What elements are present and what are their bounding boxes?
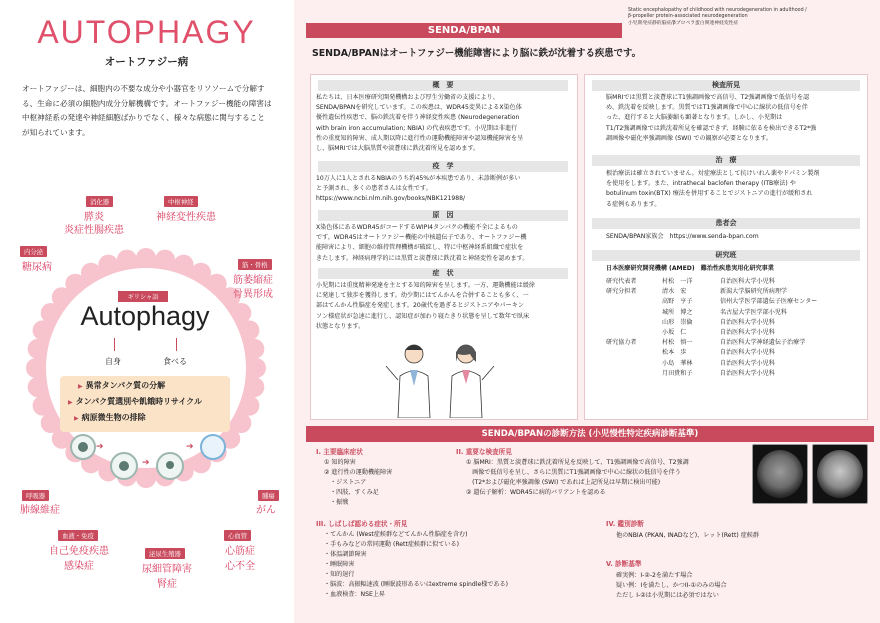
research-cell: 小島 華林 — [662, 359, 693, 367]
eat-bracket — [176, 338, 177, 351]
organ-tag-tumor: 腫瘍 — [258, 490, 279, 501]
research-row — [606, 348, 864, 358]
research-row — [606, 328, 864, 338]
organ-tag-urogenital: 泌尿生殖器 — [145, 548, 185, 559]
list-item: ・手もみなどの常同運動 (Rett症候群に似ている) — [324, 541, 459, 548]
section-heading-tests: 検査所見 — [592, 80, 860, 91]
text-line: 性の重度知的障害、成人期以降に進行性の運動機能障害や認知機能障害を呈 — [316, 134, 524, 142]
autophagy-word: Autophagy — [80, 301, 210, 331]
text-line: きたします。神経病理学的には黒質と淡蒼球に鉄沈着と神経変性を認めます。 — [316, 254, 529, 262]
list-item: ・振戦 — [324, 499, 349, 506]
text-line: 10万人に1人とされるNBIAのうち約45%が本疾患であり、未診断例が多い — [316, 175, 521, 182]
brain-scan-icon — [817, 450, 863, 498]
list-item: ただし I-②は小児期には必須ではない — [616, 592, 719, 599]
list-item: ・脳波：高振幅速波 (睡眠波形あるいはextreme spindle様である) — [324, 581, 508, 588]
lysosome-icon — [200, 434, 226, 460]
diag-heading-3: III. しばしば認める症状・所見 — [316, 520, 408, 528]
self-bracket — [114, 338, 115, 351]
text-line: 能障害により、細胞の維持管理機構が破綻し、特に中枢神経系組織で症状を — [316, 244, 524, 252]
research-row — [606, 308, 864, 318]
organ-tag-endocrine: 内分泌 — [20, 246, 47, 257]
cause-text — [316, 223, 574, 264]
research-row — [606, 277, 864, 287]
text-line: T1/T2強調画像では鉄沈着所見を確認できず、経験に依るを検出できるT2*強 — [606, 124, 817, 132]
research-row — [606, 297, 864, 307]
research-cell: 山形 崇倫 — [662, 318, 693, 326]
diag-list-5 — [616, 571, 727, 601]
organ-tag-respiratory: 呼吸器 — [22, 490, 49, 501]
header-en-line: Static encephalopathy of childhood with neurodegeneration in adulthood / — [628, 8, 807, 13]
tests-text — [606, 93, 864, 144]
disease-header: SENDA/BPAN — [306, 23, 622, 38]
research-row — [606, 318, 864, 328]
text-line: 根治療法は確立されていません。対症療法として抗けいれん薬やドパミン製剤 — [606, 170, 820, 177]
research-cell: 村松 一洋 — [662, 278, 693, 285]
research-row — [606, 338, 864, 348]
section-heading-family: 患者会 — [592, 218, 860, 229]
diag-heading-2: II. 重要な検査所見 — [456, 448, 512, 456]
research-table — [606, 277, 864, 379]
text-line: https://www.ncbi.nlm.nih.gov/books/NBK121988/ — [316, 195, 466, 203]
research-cell: 松本 歩 — [662, 349, 687, 357]
research-cell — [606, 369, 662, 379]
eat-label: 食べる — [163, 357, 187, 366]
diag-list-1 — [324, 458, 392, 508]
disease-digestive-2: 炎症性腸疾患 — [64, 225, 124, 236]
research-cell: 自治医科大学小児科 — [720, 359, 775, 367]
function-item-1: ▶ 異常タンパク質の分解 — [78, 380, 165, 391]
list-item: 確実例：I-②-2を満たす場合 — [616, 572, 693, 579]
greek-label: ギリシャ語 — [118, 291, 168, 302]
organ-tag-cardiovascular: 心血管 — [224, 530, 251, 541]
research-row — [606, 359, 864, 369]
list-item: ② 進行性の運動機能障害 — [324, 469, 393, 476]
disease-endocrine-1: 糖尿病 — [22, 262, 52, 273]
research-cell — [606, 308, 662, 318]
organ-tag-blood-immune: 血液・免疫 — [58, 530, 98, 541]
symptoms-text — [316, 281, 574, 332]
diag-heading-1: I. 主要臨床症状 — [316, 448, 363, 456]
list-item: ② 遺伝子解析：WDR45に病的バリアントを認める — [466, 489, 606, 496]
research-cell: 城所 博之 — [662, 308, 693, 316]
disease-blood-immune-2: 感染症 — [64, 561, 94, 572]
research-row — [606, 287, 864, 297]
disease-respiratory-1: 肺線維症 — [20, 505, 60, 516]
research-cell: 月田貴和子 — [662, 369, 693, 377]
research-row — [606, 369, 864, 379]
cell-dot-icon — [78, 442, 88, 452]
doctors-illustration — [380, 336, 500, 418]
disease-header-english — [628, 8, 874, 27]
page-subtitle: オートファジー病 — [104, 56, 189, 68]
text-line: 調画像や磁化率強調画像 (SWI) での観察が必要となります。 — [606, 134, 773, 142]
brain-scan-icon — [757, 450, 803, 498]
section-heading-epidemiology: 疫 学 — [318, 161, 568, 172]
function-item-3: ▶ 病原微生物の排除 — [74, 412, 146, 423]
research-cell: 信州大学医学部遺伝子医療センター — [720, 298, 818, 306]
diag-list-3 — [324, 530, 508, 600]
research-cell: 自治医科大学小児科 — [720, 349, 775, 357]
organ-tag-cns: 中枢神経 — [164, 196, 198, 207]
diag-text-4: 他のNBIA (PKAN, INADなど)、レット(Rett) 症候群 — [616, 532, 759, 539]
list-item: (T2*および磁化率強調像 (SWI) であれば上記所見は早期に検出可能) — [466, 479, 661, 486]
research-cell: 高野 亨子 — [662, 298, 693, 306]
research-cell — [606, 318, 662, 328]
arrow-right-icon: ➔ — [186, 442, 194, 452]
disease-blood-immune-1: 自己免疫疾患 — [49, 546, 109, 557]
section-heading-treatment: 治 療 — [592, 155, 860, 166]
header-en-line: 小児期発症静的脳症/βプロペラ蛋白関連神経変性症 — [628, 20, 739, 26]
research-cell: 清水 宏 — [662, 288, 687, 296]
research-cell: 名古屋大学医学部小児科 — [720, 308, 788, 316]
text-line: と予測され、多くの患者さんは女性です。 — [316, 185, 432, 193]
research-cell: 新潟大学脳研究所病理学 — [720, 288, 788, 296]
disease-cardiovascular-2: 心不全 — [225, 561, 255, 572]
research-cell: 自治医科大学小児科 — [720, 329, 775, 337]
text-line: め、鉄沈着を反映します。黒質ではT1強調画像で中心に線状の低信号を伴 — [606, 104, 808, 112]
disease-urogenital-2: 腎症 — [157, 579, 177, 590]
family-association[interactable]: SENDA/BPAN家族会 https://www.senda-bpan.com — [606, 233, 759, 240]
disease-musculoskeletal-1: 筋萎縮症 — [233, 275, 273, 286]
diag-heading-4: IV. 鑑別診断 — [606, 520, 644, 528]
treatment-text — [606, 169, 864, 210]
research-cell: 自治医科大学神経遺伝子治療学 — [720, 339, 806, 347]
header-en-line: β-propeller protein-associated neurodegeneration — [628, 14, 748, 20]
disease-cns-1: 神経変性疾患 — [156, 212, 216, 223]
research-cell — [606, 348, 662, 358]
text-line: 私たちは、日本医療研究開発機構および厚生労働省の支援により、 — [316, 94, 499, 101]
self-label: 自身 — [105, 357, 121, 366]
arrow-right-icon: ➔ — [142, 458, 150, 468]
diag-list-2 — [466, 458, 689, 498]
list-item: ・てんかん (West症候群などてんかん性脳症を含む) — [324, 531, 468, 538]
text-line: X染色体にあるWDR45がコードするWIPI4タンパクの機能不全によるもの — [316, 224, 518, 231]
research-cell: 研究代表者 — [606, 278, 637, 285]
research-cell: 自治医科大学小児科 — [720, 318, 775, 326]
text-line: 小児期には重度精神発達を主とする知的障害を呈します。一方、運動機能は緩徐 — [316, 282, 535, 289]
section-heading-research: 研究班 — [592, 250, 860, 261]
text-line: 状態となります。 — [316, 322, 365, 330]
list-item: ① 脳MRI：黒質と淡蒼球に鉄沈着所見を反映して、T1強調画像で高信号、T2強調 — [466, 459, 689, 466]
text-line: し、脳MRIでは大脳黒質や淡蒼球に鉄沈着所見を認めます。 — [316, 145, 480, 153]
list-item: ・四肢、すくみ足 — [324, 489, 379, 496]
text-line: る症例もあります。 — [606, 200, 661, 208]
lead-sentence: SENDA/BPANはオートファジー機能障害により脳に鉄が沈着する疾患です。 — [312, 48, 642, 59]
disease-urogenital-1: 尿細管障害 — [142, 564, 192, 575]
research-cell: 自治医科大学小児科 — [720, 278, 775, 285]
list-item: ・体温調節障害 — [324, 551, 367, 558]
function-item-2: ▶ タンパク質選別や飢餓時リサイクル — [68, 396, 202, 407]
text-line: を使用をします。また、intrathecal baclofen therapy (ITB療法) や — [606, 180, 796, 188]
list-item: ① 知的障害 — [324, 459, 356, 466]
research-cell: 小坂 仁 — [662, 329, 687, 337]
list-item: 疑い例：Iを満たし、かつII-①のみの場合 — [616, 582, 727, 589]
list-item: 画像で低信号を呈し、さらに黒質にT1強調画像で中心に線状の低信号を伴う — [466, 469, 681, 476]
list-item: ・ジストニア — [324, 479, 367, 486]
text-line: SENDA/BPANを研究しています。この疾患は、WDR45変異によるX染色体 — [316, 104, 522, 112]
section-heading-overview: 概 要 — [318, 80, 568, 91]
research-cell: 研究協力者 — [606, 339, 637, 347]
text-line: botulinum toxin(BTX) 療法を併用することでジストニアの進行が緩和され — [606, 190, 813, 198]
disease-digestive-1: 膵炎 — [84, 212, 104, 223]
organ-tag-musculoskeletal: 筋・骨格 — [238, 259, 272, 270]
text-line: に発達して独歩を獲得します。幼少期にはてんかんを合併することも多く、一 — [316, 292, 529, 300]
disease-tumor-1: がん — [256, 505, 276, 516]
research-cell: 自治医科大学小児科 — [720, 369, 775, 377]
text-line: 脳MRIでは黒質と淡蒼球にT1強調画像で高信号、T2強調画像で低信号を認 — [606, 94, 810, 101]
research-cell: 村松 慎一 — [662, 339, 693, 347]
research-cell — [606, 297, 662, 307]
organ-tag-digestive: 消化器 — [86, 196, 113, 207]
disease-cardiovascular-1: 心筋症 — [225, 546, 255, 557]
text-line: です。WDR45はオートファジー機能の中核遺伝子であり、オートファジー機 — [316, 234, 527, 242]
text-line: った、進行すると大脳萎縮も顕著となります。しかし、小児期は — [606, 114, 783, 122]
intro-paragraph: オートファジーは、細胞内の不要な成分や小器官をリソソームで分解する、生命に必須の細胞内成分分解機構です。オートファジー機能の障害は中枢神経系の発達や神経細胞ばかりでなく、様々な病態に関与することが知られています。 — [22, 84, 272, 137]
section-heading-cause: 原 因 — [318, 210, 568, 221]
research-org: 日本医療研究開発機構 (AMED) 難治性疾患実用化研究事業 — [606, 265, 774, 272]
arrow-right-icon: ➔ — [96, 442, 104, 452]
research-cell — [606, 328, 662, 338]
list-item: ・睡眠障害 — [324, 561, 355, 568]
section-heading-symptoms: 症 状 — [318, 268, 568, 279]
epidemiology-text — [316, 174, 574, 205]
list-item: ・知的退行 — [324, 571, 355, 578]
diag-heading-5: V. 診断基準 — [606, 560, 642, 568]
cell-dot-icon — [119, 461, 129, 471]
list-item: ・血液検査：NSE上昇 — [324, 591, 386, 598]
research-cell — [606, 359, 662, 369]
text-line: ソン様症状が急速に進行し、認知症が加わり寝たきり状態を呈して数年で臥床 — [316, 312, 530, 320]
overview-text — [316, 93, 574, 154]
text-line: 部はてんかん性脳症を発症します。20歳代を過ぎるとジストニアやパーキン — [316, 302, 524, 310]
text-line: 優性遺伝性疾患で、脳の鉄沈着を伴う神経変性疾患 (Neurodegeneration — [316, 114, 520, 122]
disease-musculoskeletal-2: 骨異形成 — [233, 289, 273, 300]
diagnosis-title: SENDA/BPANの診断方法 (小児慢性特定疾病診断基準) — [306, 426, 874, 442]
cell-dot-icon — [166, 461, 174, 469]
text-line: with brain iron accumulation; NBIA) の代表疾患です。小児期は非進行 — [316, 124, 518, 132]
page-title: AUTOPHAGY — [37, 14, 256, 50]
research-cell: 研究分担者 — [606, 288, 637, 296]
